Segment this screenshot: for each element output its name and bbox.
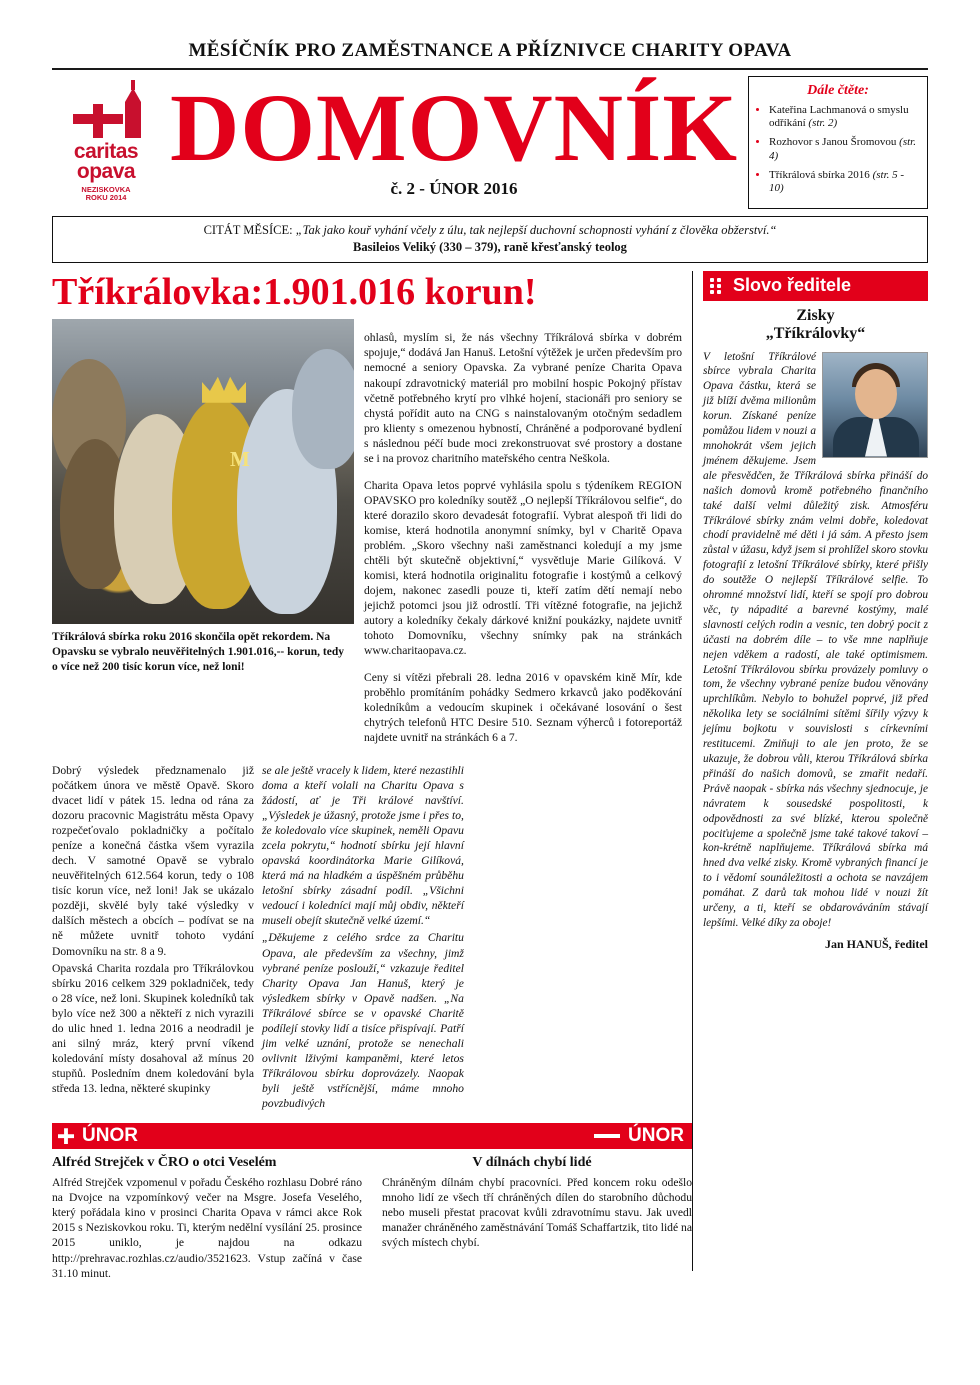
newsletter-page: [52, 40, 928, 1350]
three-kings-photo: M: [52, 319, 354, 624]
issue-line: č. 2 - ÚNOR 2016: [390, 178, 518, 198]
banner-title: Alfréd Strejček v ČRO o otci Veselém: [52, 1155, 277, 1171]
body-paragraph: Dobrý výsledek předznamenalo již počátkem února ve městě Opavě. Skoro dvacet lidí v pátek 15. ledna od rána za dozoru pracovnic Magistrátu města Opavy rozpečeťovalo pokladničky a počítalo peníze a konečná částka všem vyrazila dech. V samotné Opavě se vybralo neuvěřitelných 612.564 korun, tedy o 108 tisíc korun více, než loni! Jak se ukázalo později, skvělé byly také výsledky v dalších městech a obcích – podívat se na ně můžete uvnitř tohoto vydání Domovníku na str. 8 a 9.: [52, 763, 254, 958]
award-badge-line-2: ROKU 2014: [85, 192, 127, 202]
banner-label: ÚNOR: [628, 1125, 684, 1147]
publication-title: DOMOVNÍK: [170, 74, 738, 182]
list-item[interactable]: [769, 169, 920, 197]
left-column-zone: [52, 270, 692, 1280]
list-item[interactable]: [769, 136, 920, 164]
lead-row: [52, 319, 682, 757]
banner-right: [372, 1123, 692, 1280]
teaser-heading: Dále čtěte:: [807, 83, 869, 98]
photo-caption: Tříkrálová sbírka roku 2016 skončila opět rekordem. Na Opavsku se vybralo neuvěřitelných 1.901.016,-- korun, tedy o více než 200 tisíc korun více, než loni!: [52, 630, 344, 673]
cross-icon: [58, 1128, 74, 1144]
teaser-box: [748, 76, 928, 209]
lead-photo-block: [52, 319, 354, 757]
banner-label: ÚNOR: [82, 1125, 138, 1147]
body-paragraph: „Děkujeme z celého srdce za Charitu Opava, ale především za všechny, jimž vybrané peníze poslouží,“ vzkazuje ředitel Charity Opava Jan Hanuš, který je výsledkem sbírky v Opavě nadšen. „Na Tříkrálové sbírce se v opavské Charitě podílejí stovky lidí a tisíce přispívají. Patří jim velké uznání, protože se nenechali ovlivnit lživými kampaněmi, které letos Tříkrálovou sbírku doprovázely. Naopak byli ještě vstřícnější, máme mnoho povzbudivých: [261, 931, 464, 1111]
banner-bar-right: [372, 1123, 692, 1149]
body-paragraph: se ale ještě vracely k lidem, které nezastihli doma a kteří volali na Charitu Opava s žádostí, ať je Tři králové navštíví. „Výsledek je úžasný, protože jsme i přes to, že koledovalo více skupinek, neměli Opavu zcela pokrytu,“ hodnotí sbírku její hlavní opavská koordinátorka Marie Gilíková, která má na hladkém a úspěšném průběhu letošní sbírky zásadní podíl. „Všichni vedoucí i koledníci mají můj obdiv, někteří museli obejít skutečně velké území.“: [261, 763, 464, 928]
caritas-logo: [52, 74, 160, 209]
teaser-item-page: (str. 4): [769, 136, 916, 162]
quote-of-the-month: [52, 216, 928, 263]
director-article-body: [703, 350, 928, 953]
logo-line-2: opava: [76, 159, 136, 183]
body-column-3: [472, 763, 682, 1113]
masthead: [52, 70, 928, 209]
teaser-item-text: Tříkrálová sbírka 2016: [769, 168, 870, 181]
lead-headline: Tříkrálovka:1.901.016 korun!: [52, 270, 537, 313]
page-strapline: MĚSÍČNÍK PRO ZAMĚSTNANCE A PŘÍZNIVCE CHARITY OPAVA: [188, 40, 792, 61]
director-section-title: Slovo ředitele: [733, 274, 852, 295]
director-title-line-2: „Tříkrálovky“: [765, 325, 866, 343]
lead-paragraph-1: ohlasů, myslím si, že nás všechny Tříkrálová sbírka v dobrém spojuje,“ dodává Jan Hanuš. Letošní výtěžek je určen především pro nemocné a seniory Opavska. Za vybrané peníze Charita Opava nakoupí zdravotnický materiál pro mobilní hospic Pokojný přístav včetně potřebného krytí pro vlhké hojení, stacionáři pro seniory se chystá pořídit auto na CNG s nainstalovaným otočným sedadlem pro klienty s omezenou hybností, Chráněné a podporované bydlení s následnou péčí bude moci zrekonstruovat své prostory a dostane se i na provoz charitního mateřského centra Neškola.: [364, 331, 682, 465]
quote-label: CITÁT MĚSÍCE:: [203, 223, 296, 237]
main-content: [52, 270, 928, 1280]
dots-icon: [710, 278, 724, 292]
lead-paragraph-3: Ceny si vítězi přebrali 28. ledna 2016 v opavském kině Mír, kde proběhlo promítáním pohádky Sedmero krkavců jako poděkování koledníkům a vedoucím skupinek i očekávané losování o šest chytrých telefonů HTC Desire 510. Seznam výherců i fotoreportáž najdete uvnitř na stránkách 6 a 7.: [364, 670, 682, 745]
director-article-title: [703, 307, 928, 344]
director-column: [692, 271, 928, 1271]
quote-text: „Tak jako kouř vyhání včely z úlu, tak nejlepší duchovní schopnosti vyhání z člověka obžerství.“: [295, 223, 777, 237]
teaser-list: [756, 104, 920, 197]
director-paragraph: V letošní Tříkrálové sbírce vybrala Charita Opava částku, která se již blíží dvěma milionům korun. Získané peníze pomůžou lidem v nouzi a mnohokrát všem jejich jménem děkujeme. Jsem ale přesvědčen, že Tříkrálová sbírka přináší do našich domovů kromě potřebného finančního také další velmi důležitý zisk. Atmosféru Tříkrálové sbírky znám velmi dobře, koledovat chodí pravidelně mé děti i já sám. A přesto jsem zůstal v úžasu, když jsem si prohlížel skoro stovku fotografií z letošní Tříkrálové sbírky, které přišly do soutěže O nejlepší Tříkrálové selfie. To ohromné množství lidí, kteří se spojí pro dobrou věc, ty nápadité a barevné kostýmy, malé slavnosti celých rodin a vesnic, ten dobrý pocit z účasti na dobrém díle – to vše mne naplňuje nejen vděkem a radostí, ale také optimismem. Letošní Tříkrálovou sbírku provázely pomluvy o tom, že všechny vybrané peníze budou věnovány uprchlíkům. Nebylo to bohužel poprvé, již před několika lety se sociálními sítěmi šířily výzvy k jejímu bojkotu v souvislosti s církevními restitucemi. Zmiňuji to ale jen proto, že se ukazuje, že dobrou vůli, kterou Tříkrálová sbírka přináší do našich domovů, se zmařit nedaří. Právě naopak - sbírka nás všechny sjednocuje, je návratem k sousedské pospolitosti, k odpovědnosti za své blízké, kterou společně pociťujeme a společně jsme také takové takoví – kon-krétně naplňujeme. Tříkrálová sbírka má hned dva velké zisky. Kromě vybraných financí je to i vědomí sounáležitosti a ochota se navzájem pomáhat. Z darů tak mohou lidé v nouzi žít určeny, a ti, kteří se obdarováváním stávají lepšími. Velké díky za oboje!: [703, 350, 928, 929]
director-section-header: [703, 271, 928, 301]
award-badge: [79, 184, 132, 204]
banner-body: Chráněným dílnám chybí pracovníci. Před koncem roku odešlo mnoho lidí ze všech tří chráněných dílen do starobního důchodu nebo museli přestat pracovat kvůli zdravotnímu stavu. Jak uvedl manažer chráněného zaměstnávání Tomáš Schaffartzik, tito lidé na svých místech chybí.: [382, 1176, 692, 1250]
director-title-line-1: Zisky: [796, 306, 835, 324]
lead-text-column: [354, 319, 682, 757]
banner-body: Alfréd Strejček vzpomenul v pořadu Českého rozhlasu Dobré ráno na Dvojce na vzpomínkový večer na Msgre. Josefa Veselého, který pořádala kino v prosinci Charita Opava v rámci akce Rok 2015 s Neziskovkou roku. Ti, kterým nedělní vysílání 25. prosince 2015 uniklo, je najdou na odkazu http://prehravac.rozhlas.cz/audio/3521623. Vstup začíná v čase 31.10 minut.: [52, 1176, 362, 1280]
masthead-title-block: [160, 74, 748, 209]
three-column-body: [52, 763, 682, 1113]
banner-left: [52, 1123, 372, 1280]
banner-bar-left: [52, 1123, 372, 1149]
body-column-2: [262, 763, 472, 1113]
award-badge-line-1: NEZISKOVKA: [81, 184, 131, 194]
teaser-item-text: Kateřina Lachmanová o smyslu odříkání: [769, 103, 909, 130]
lead-paragraph-2: Charita Opava letos poprvé vyhlásila spolu s týdeníkem REGION OPAVSKO pro koledníky soutěž „O nejlepší Tříkrálovou selfie“, do které dorazilo skoro devadesát fotografií. Vybrat alespoň tři lidi do komise, která hodnotila anonymní snímky, byl v Charitě Opava problém. „Skoro všechny naši zaměstnanci koledují a my jsme chtěli být skutečně objektivní,“ vysvětluje Marie Gilíková. V komisi, která hodnotila originalitu fotografie i kostýmů a celkový dojem, nakonec zasedli pouze ti, kteří zatím dětí nemají nebo jejichž potomci jsou již odrostlí. Tři vítězné fotografie, na jejichž autory a koledníky čekaly dárkové knižní poukázky, najdete uvnitř tohoto Domovníku, všechny snímky pak na stránkách www.charitaopava.cz.: [364, 478, 682, 658]
dash-icon: [594, 1134, 620, 1138]
director-portrait: [822, 352, 928, 458]
banner-title: V dílnách chybí lidé: [472, 1155, 592, 1171]
body-paragraph: Opavská Charita rozdala pro Tříkrálovkou sbírku 2016 celkem 329 pokladniček, tedy o 28 více, než loni. Skupinek koledníků tak bylo více než 300 a někteří z nich vyrazili do ulic hned 1. ledna 2016 a neodradil je ani silný mráz, který první víkend koledování místy dosahoval až mínus 20 stupňů. Posledním dnem koledování byla středa 13. ledna, některé skupinky: [52, 961, 254, 1096]
bottom-banners: [52, 1123, 692, 1280]
quote-author: Basileios Veliký (330 – 379), raně křesťanský teolog: [353, 239, 627, 254]
list-item[interactable]: [769, 104, 920, 132]
teaser-item-page: (str. 2): [808, 117, 838, 130]
caritas-logo-text: [74, 142, 138, 182]
teaser-item-text: Rozhovor s Janou Šromovou: [769, 136, 897, 148]
logo-line-1: caritas: [73, 140, 139, 163]
teaser-item-page: (str. 5 - 10): [769, 168, 905, 195]
director-signature: Jan HANUŠ, ředitel: [825, 936, 928, 951]
body-column-1: [52, 763, 262, 1113]
cross-icon: [63, 80, 149, 142]
